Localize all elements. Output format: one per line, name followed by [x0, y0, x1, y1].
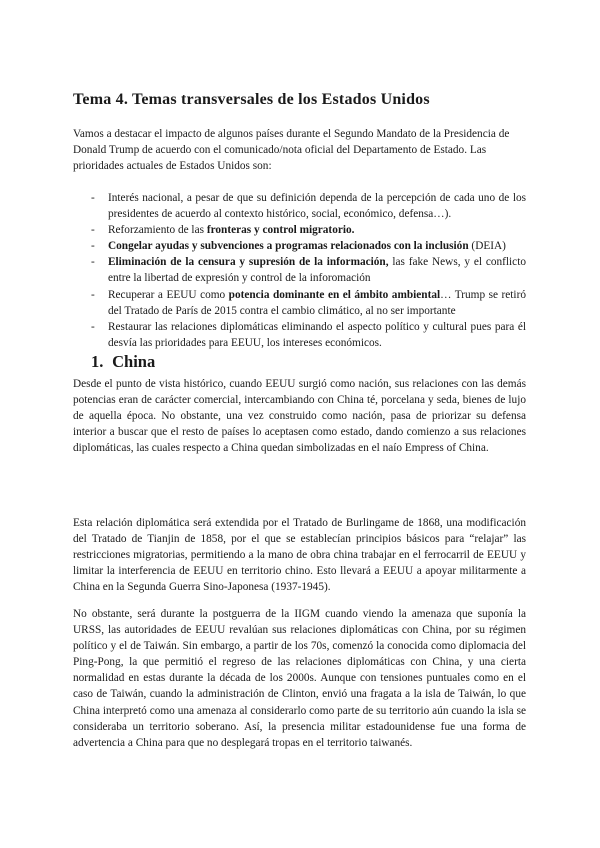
list-item: - Eliminación de la censura y supresión de la información, las fake News, y el conflicto entre la libertad de expresión y control de la inforomación — [91, 256, 526, 285]
section-number: 1. — [91, 352, 104, 371]
bullet-dash: - — [91, 192, 95, 204]
body-paragraph: No obstante, será durante la postguerra de la IIGM cuando viendo la amenaza que suponía la URSS, las autoridades de EEUU revalúan sus relaciones diplomáticas con China, por su régimen político y el de Taiwán. Sin embargo, a partir de los 70s, comenzó la conocida como diplomacia del Ping-Pong, la que permitió el regreso de las relaciones diplomáticas con China, y una cierta normalidad en estas durante la década de los 2000s. Aunque con tensiones puntuales como en el caso de Taiwán, cuando la administración de Clinton, envió una fragata a la isla de Taiwán, lo que China interpretó como una amenaza al considerarlo como parte de su territorio aún cuando la isla se consideraba un territorio soberano. Así, la presencia militar estadounidense fue una forma de advertencia a China para que no desplegará tropas en el territorio taiwanés. — [73, 608, 526, 749]
bullet-dash: - — [91, 320, 95, 333]
list-item: - Recuperar a EEUU como potencia dominante en el ámbito ambiental… Trump se retiró del Tratado de París de 2015 contra el cambio climático, al no ser importante — [91, 288, 526, 317]
list-item: - Reforzamiento de las fronteras y control migratorio. — [73, 222, 526, 238]
list-item: - Restaurar las relaciones diplomáticas eliminando el aspecto político y cultural pues para él desvía las prioridades para EEUU, los intereses económicos. — [91, 320, 526, 349]
bullet-dash: - — [91, 224, 95, 237]
body-paragraph: Desde el punto de vista histórico, cuando EEUU surgió como nación, sus relaciones con las demás potencias eran de carácter comercial, intercambiando con China té, porcelana y seda, bienes de lujo de aquella época. No obstante, una vez construido como nación, pasa de priorizar su defensa interior a buscar que el resto de países lo aceptasen como estado, dando comienzo a sus relaciones diplomáticas, las cuales respecto a China quedan simbolizadas en el naío Empress of China. — [73, 378, 526, 455]
body-paragraph: Esta relación diplomática será extendida por el Tratado de Burlingame de 1868, una modificación del Tratado de Tianjin de 1858, por el que se establecían principios básicos para “relajar” las restricciones migratorias, permitiendo a la mano de obra china trabajar en el ferrocarril de EEUU y limitar la interferencia de EEUU en territorio chino. Esto llevará a EEUU a apoyar militarmente a China en la Segunda Guerra Sino-Japonesa (1937-1945). — [73, 517, 526, 594]
bullet-dash: - — [91, 240, 95, 253]
bullet-dash: - — [91, 288, 95, 301]
section-title: China — [112, 352, 156, 371]
page-title: Tema 4. Temas transversales de los Estados Unidos — [73, 91, 430, 108]
list-item: - Congelar ayudas y subvenciones a programas relacionados con la inclusión (DEIA) — [73, 238, 526, 254]
bullet-dash: - — [91, 256, 95, 269]
list-item: - Interés nacional, a pesar de que su definición dependa de la percepción de cada uno de los presidentes de acuerdo al contexto histórico, social, económico, defensa…). — [91, 192, 526, 221]
intro-paragraph: Vamos a destacar el impacto de algunos países durante el Segundo Mandato de la Presidencia de Donald Trump de acuerdo con el comunicado/nota oficial del Departamento de Estado. Las prioridades actuales de Estados Unidos son: — [73, 128, 510, 173]
section-heading — [91, 352, 155, 372]
priorities-list — [73, 190, 526, 351]
